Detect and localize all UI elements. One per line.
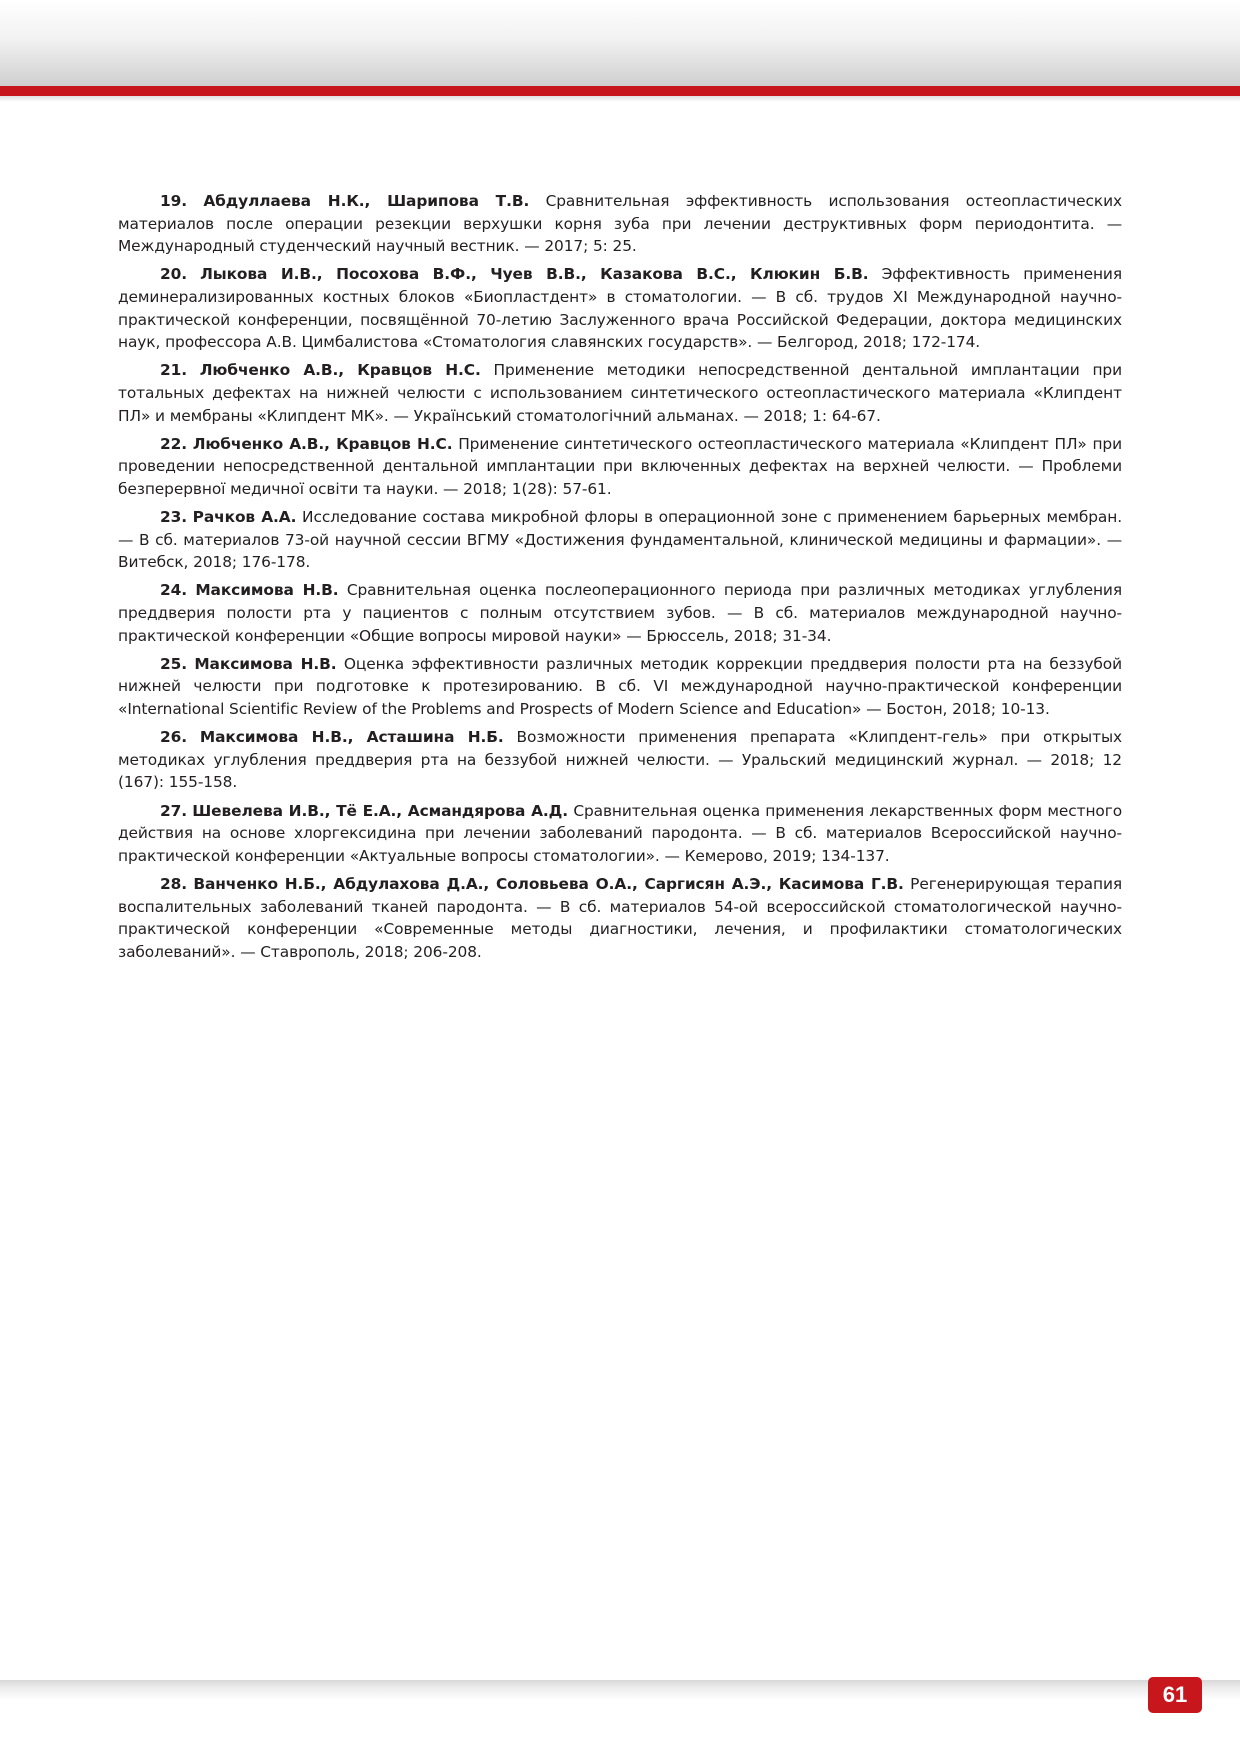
reference-authors: Рачков А.А.	[192, 508, 297, 527]
header-shadow	[0, 96, 1240, 102]
reference-text: Оценка эффективности различных методик коррекции преддверия полости рта на беззубой нижней челюсти при подготовке к протезированию. В сб. VI международной научно-практической конференции «International Scientific Review of the Problems and Prospects of Modern Science and Education» — Бостон, 2018; 10-13.	[118, 654, 1122, 719]
reference-authors: Максимова Н.В., Асташина Н.Б.	[199, 728, 504, 747]
reference-text: Сравнительная оценка применения лекарственных форм местного действия на основе хлоргексидина при лечении заболеваний пародонта. — В сб. материалов Всероссийской научно-практической конференции «Актуальные вопросы стоматологии». — Кемерово, 2019; 134-137.	[118, 801, 1123, 865]
reference-item-24	[118, 579, 1122, 647]
reference-text: Применение методики непосредственной дентальной имплантации при тотальных дефектах на нижней челюсти с использованием синтетического остеопластического материала «Клипдент ПЛ» и мембраны «Клипдент МК». — Український стоматологічний альманах. — 2018; 1: 64-67.	[118, 361, 1122, 425]
header-band	[0, 0, 1240, 86]
reference-number: 22.	[160, 434, 187, 453]
reference-list	[118, 190, 1122, 969]
reference-number: 26.	[160, 728, 187, 747]
reference-text: Сравнительная эффективность использования остеопластических материалов после операции резекции верхушки корня зуба при лечении деструктивных форм периодонтита. — Международный студенческий научный вестник. — 2017; 5: 25.	[118, 192, 1123, 256]
reference-number: 24.	[160, 581, 187, 600]
reference-item-22	[118, 433, 1122, 501]
reference-number: 23.	[160, 508, 187, 527]
reference-authors: Ванченко Н.Б., Абдулахова Д.А., Соловьева О.А., Саргисян А.Э., Касимова Г.В.	[193, 874, 904, 893]
reference-number: 27.	[160, 801, 187, 820]
reference-text: Возможности применения препарата «Клипдент-гель» при открытых методиках углубления преддверия рта на беззубой нижней челюсти. — Уральский медицинский журнал. — 2018; 12 (167): 155-158.	[118, 728, 1123, 792]
reference-number: 25.	[160, 654, 187, 673]
reference-authors: Максимова Н.В.	[195, 581, 339, 600]
reference-authors: Абдуллаева Н.К., Шарипова Т.В.	[203, 192, 530, 210]
reference-number: 21.	[160, 361, 187, 380]
reference-authors: Лыкова И.В., Посохова В.Ф., Чуев В.В., Казакова В.С., Клюкин Б.В.	[200, 265, 869, 284]
reference-text: Эффективность применения деминерализированных костных блоков «Биопластдент» в стоматологии. — В сб. трудов XI Международной научно-практической конференции, посвящённой 70-летию Заслуженного врача Российской Федерации, доктора медицинских наук, профессора А.В. Цимбалистова «Стоматология славянских государств». — Белгород, 2018; 172-174.	[118, 265, 1122, 352]
page-number-badge: 61	[1148, 1677, 1202, 1713]
reference-text: Сравнительная оценка послеоперационного периода при различных методиках углубления преддверия полости рта у пациентов с полным отсутствием зубов. — В сб. материалов международной научно-практической конференции «Общие вопросы мировой науки» — Брюссель, 2018; 31-34.	[118, 581, 1122, 645]
reference-text: Регенерирующая терапия воспалительных заболеваний тканей пародонта. — В сб. материалов 54-ой всероссийской стоматологической научно-практической конференции «Современные методы диагностики, лечения, и профилактики стоматологических заболеваний». — Ставрополь, 2018; 206-208.	[118, 874, 1123, 961]
reference-text: Применение синтетического остеопластического материала «Клипдент ПЛ» при проведении непосредственной дентальной имплантации при включенных дефектах на верхней челюсти. — Проблеми безперервної медичної освіти та науки. — 2018; 1(28): 57-61.	[118, 434, 1122, 498]
reference-authors: Любченко А.В., Кравцов Н.С.	[192, 434, 453, 453]
footer-shadow-band	[0, 1680, 1240, 1700]
reference-authors: Любченко А.В., Кравцов Н.С.	[199, 361, 481, 380]
reference-authors: Шевелева И.В., Тё Е.А., Асмандярова А.Д.	[192, 801, 569, 820]
reference-item-21	[118, 359, 1122, 427]
reference-item-27	[118, 800, 1122, 868]
reference-text: Исследование состава микробной флоры в операционной зоне с применением барьерных мембран. — В сб. материалов 73-ой научной сессии ВГМУ «Достижения фундаментальной, клинической медицины и фармации». — Витебск, 2018; 176-178.	[118, 508, 1123, 572]
reference-item-19	[118, 190, 1122, 258]
header-red-stripe	[0, 86, 1240, 96]
reference-number: 19.	[160, 192, 187, 210]
reference-item-25	[118, 653, 1122, 721]
reference-item-26	[118, 726, 1122, 794]
reference-item-20	[118, 263, 1122, 353]
reference-authors: Максимова Н.В.	[194, 654, 337, 673]
reference-number: 20.	[160, 265, 187, 284]
reference-item-28	[118, 873, 1122, 963]
reference-number: 28.	[160, 874, 187, 893]
reference-item-23	[118, 506, 1122, 574]
